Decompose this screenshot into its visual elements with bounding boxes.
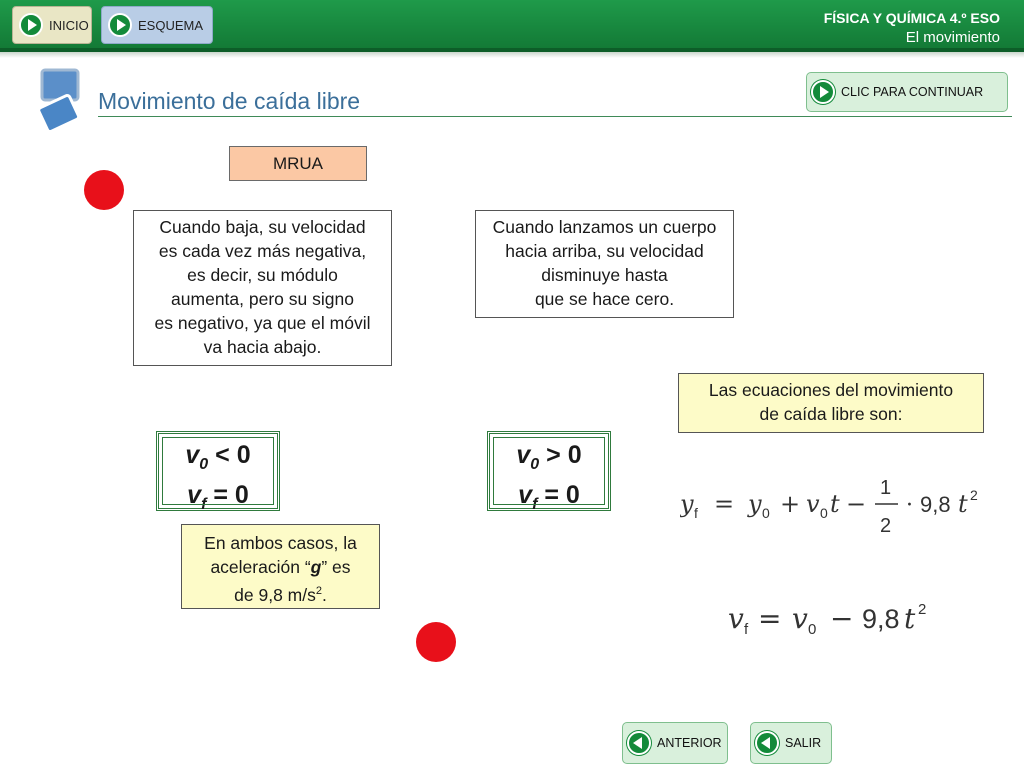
intro-line: de caída libre son:: [759, 404, 903, 424]
descent-line: es cada vez más negativa,: [158, 241, 367, 261]
svg-text:f: f: [694, 505, 698, 521]
ascent-explanation: [475, 210, 734, 318]
position-equation: [680, 472, 980, 542]
esquema-label: ESQUEMA: [138, 17, 204, 33]
svg-text:−: −: [846, 490, 867, 518]
svg-text:2: 2: [880, 515, 892, 537]
svg-text:2: 2: [970, 487, 978, 503]
falling-ball-top: [84, 170, 124, 210]
svg-text:t: t: [830, 490, 840, 518]
svg-text:y: y: [748, 490, 762, 518]
anterior-button[interactable]: [622, 722, 728, 764]
svg-text:t: t: [904, 602, 916, 635]
descent-line: aumenta, pero su signo: [171, 289, 354, 309]
accel-line: En ambos casos, la: [204, 533, 357, 553]
salir-button[interactable]: [750, 722, 832, 764]
svg-text:y: y: [680, 490, 694, 518]
intro-line: Las ecuaciones del movimiento: [708, 380, 954, 400]
svg-text:v: v: [728, 602, 744, 635]
ascent-line: Cuando lanzamos un cuerpo: [492, 217, 717, 237]
equations-intro: [678, 373, 984, 433]
play-arrow-icon: [108, 13, 132, 37]
svg-text:+: +: [780, 490, 801, 518]
svg-text:·: ·: [906, 493, 913, 518]
svg-text:−: −: [830, 602, 854, 635]
title-divider: [98, 116, 1012, 117]
back-arrow-icon: [627, 731, 651, 755]
descent-line: es negativo, ya que el móvil: [154, 313, 371, 333]
continue-label: CLIC PARA CONTINUAR: [841, 85, 984, 99]
ascent-line: disminuye hasta: [541, 265, 668, 285]
descent-line: Cuando baja, su velocidad: [159, 217, 366, 237]
svg-text:=: =: [714, 490, 735, 518]
velocity-equation: [728, 594, 948, 644]
final-velocity-condition: $v_f = 0$: [187, 481, 249, 513]
salir-label: SALIR: [785, 736, 822, 750]
accel-line: de 9,8 $m/s^2$.: [234, 584, 327, 605]
course-info: [824, 8, 1000, 48]
accel-line: aceleración “g” es: [210, 557, 351, 577]
svg-text:9,8: 9,8: [862, 604, 900, 634]
final-velocity-condition: $v_f = 0$: [518, 481, 580, 513]
course-topic: El movimiento: [905, 29, 1000, 46]
svg-text:1: 1: [880, 477, 892, 499]
initial-velocity-condition: $v_0 < 0$: [185, 441, 251, 473]
descent-explanation: [133, 210, 392, 366]
descent-line: va hacia abajo.: [203, 337, 322, 357]
anterior-label: ANTERIOR: [657, 736, 722, 750]
ascent-line: hacia arriba, su velocidad: [505, 241, 704, 261]
svg-text:0: 0: [762, 505, 770, 521]
play-arrow-icon: [811, 80, 835, 104]
svg-text:v: v: [806, 490, 820, 518]
back-arrow-icon: [755, 731, 779, 755]
inicio-label: INICIO: [49, 17, 89, 33]
svg-text:=: =: [758, 602, 782, 635]
svg-text:9,8: 9,8: [920, 492, 951, 517]
svg-text:0: 0: [820, 505, 828, 521]
continue-button[interactable]: [806, 72, 1008, 112]
header-shadow: [0, 52, 1024, 58]
svg-text:v: v: [792, 602, 808, 635]
descent-conditions: [156, 431, 280, 511]
esquema-button[interactable]: [101, 6, 213, 44]
svg-text:f: f: [744, 621, 749, 638]
svg-text:0: 0: [808, 621, 817, 638]
svg-text:2: 2: [918, 601, 927, 618]
initial-velocity-condition: $v_0 > 0$: [516, 441, 582, 473]
mrua-label: MRUA: [229, 146, 367, 181]
falling-ball-bottom: [416, 622, 456, 662]
acceleration-note: [181, 524, 380, 609]
inicio-button[interactable]: [12, 6, 92, 44]
ascent-line: que se hace cero.: [534, 289, 675, 309]
section-icon: [38, 68, 86, 138]
play-arrow-icon: [19, 13, 43, 37]
course-title: FÍSICA Y QUÍMICA 4.º ESO: [823, 10, 1000, 26]
ascent-conditions: [487, 431, 611, 511]
page-title: Movimiento de caída libre: [98, 88, 361, 114]
descent-line: es decir, su módulo: [187, 265, 338, 285]
svg-text:t: t: [958, 490, 968, 518]
